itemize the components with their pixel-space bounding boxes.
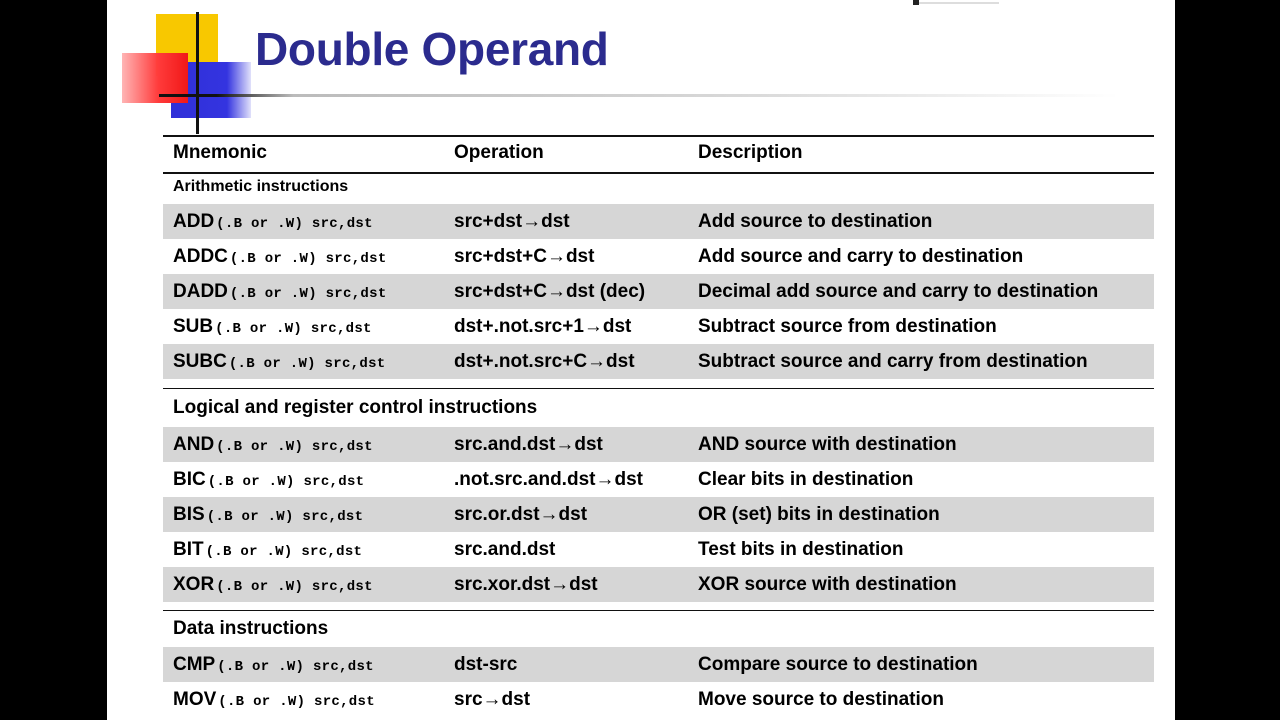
header-operation: Operation — [454, 142, 544, 163]
table-row — [163, 567, 1154, 602]
mnemonic: BIT — [173, 539, 204, 560]
mnemonic-cell — [173, 497, 363, 535]
description-cell: Subtract source and carry from destination — [698, 351, 1088, 372]
description-cell: OR (set) bits in destination — [698, 504, 940, 525]
mnemonic: ADDC — [173, 246, 228, 267]
mnemonic: MOV — [173, 689, 217, 710]
mnemonic: BIC — [173, 469, 206, 490]
table-row — [163, 274, 1154, 309]
mnemonic: CMP — [173, 654, 216, 675]
section-label: Arithmetic instructions — [173, 178, 349, 195]
top-edge-line — [919, 2, 999, 4]
mnemonic-cell — [173, 344, 385, 382]
table-row — [163, 204, 1154, 239]
operation-cell: dst-src — [454, 654, 518, 675]
description-cell: XOR source with destination — [698, 574, 957, 595]
description-cell: Compare source to destination — [698, 654, 978, 675]
operation-cell: src+dst→dst — [454, 211, 570, 232]
mnemonic: ADD — [173, 211, 215, 232]
operation-cell: src→dst — [454, 689, 531, 710]
section-label: Data instructions — [173, 618, 329, 639]
mnemonic-suffix: (.B or .W) src,dst — [228, 356, 386, 372]
operation-cell: src+dst+C→dst — [454, 246, 595, 267]
table-row — [163, 532, 1154, 567]
slide — [107, 0, 1175, 720]
table-top-rule — [163, 135, 1154, 137]
table-row — [163, 647, 1154, 682]
mnemonic-suffix: (.B or .W) src,dst — [218, 694, 375, 710]
mnemonic: DADD — [173, 281, 228, 302]
operation-cell: dst+.not.src+C→dst — [454, 351, 635, 372]
mnemonic-cell — [173, 462, 364, 500]
description-cell: Clear bits in destination — [698, 469, 914, 490]
description-cell: Decimal add source and carry to destination — [698, 281, 1099, 302]
table-row — [163, 427, 1154, 462]
description-cell: Test bits in destination — [698, 539, 904, 560]
operation-cell: src+dst+C→dst (dec) — [454, 281, 646, 302]
mnemonic: AND — [173, 434, 215, 455]
operation-cell: src.xor.dst→dst — [454, 574, 598, 595]
header-mnemonic: Mnemonic — [173, 142, 267, 163]
section-divider — [163, 388, 1154, 389]
table-row — [163, 462, 1154, 497]
mnemonic-suffix: (.B or .W) src,dst — [206, 509, 364, 525]
header-bottom-rule — [163, 172, 1154, 174]
mnemonic-cell — [173, 682, 375, 720]
table-row — [163, 309, 1154, 344]
mnemonic: SUBC — [173, 351, 227, 372]
operation-cell: src.and.dst — [454, 539, 556, 560]
mnemonic: XOR — [173, 574, 215, 595]
operation-cell: src.and.dst→dst — [454, 434, 603, 455]
description-cell: Subtract source from destination — [698, 316, 997, 337]
operation-cell: .not.src.and.dst→dst — [454, 469, 643, 490]
mnemonic-suffix: (.B or .W) src,dst — [229, 286, 387, 302]
section-label: Logical and register control instructions — [173, 397, 538, 418]
logo-vertical-line — [196, 12, 199, 134]
mnemonic-suffix: (.B or .W) src,dst — [229, 251, 387, 267]
table-row — [163, 344, 1154, 379]
mnemonic-cell — [173, 204, 373, 242]
mnemonic-suffix: (.B or .W) src,dst — [207, 474, 365, 490]
table-row — [163, 682, 1154, 717]
header-description: Description — [698, 142, 803, 163]
mnemonic-suffix: (.B or .W) src,dst — [215, 321, 372, 337]
description-cell: Move source to destination — [698, 689, 944, 710]
section-divider — [163, 610, 1154, 611]
mnemonic: SUB — [173, 316, 214, 337]
slide-title: Double Operand — [255, 23, 609, 75]
title-underline — [159, 94, 1119, 97]
table-row — [163, 239, 1154, 274]
mnemonic-cell — [173, 274, 387, 312]
mnemonic-cell — [173, 427, 373, 465]
mnemonic-suffix: (.B or .W) src,dst — [217, 659, 374, 675]
mnemonic-suffix: (.B or .W) src,dst — [216, 216, 373, 232]
mnemonic-cell — [173, 567, 373, 605]
description-cell: AND source with destination — [698, 434, 957, 455]
mnemonic-suffix: (.B or .W) src,dst — [216, 439, 373, 455]
mnemonic: BIS — [173, 504, 205, 525]
table-row — [163, 497, 1154, 532]
mnemonic-cell — [173, 647, 374, 685]
mnemonic-cell — [173, 239, 387, 277]
description-cell: Add source to destination — [698, 211, 933, 232]
operation-cell: dst+.not.src+1→dst — [454, 316, 632, 337]
mnemonic-suffix: (.B or .W) src,dst — [216, 579, 373, 595]
mnemonic-cell — [173, 532, 362, 570]
mnemonic-cell — [173, 309, 372, 347]
operation-cell: src.or.dst→dst — [454, 504, 588, 525]
description-cell: Add source and carry to destination — [698, 246, 1024, 267]
mnemonic-suffix: (.B or .W) src,dst — [205, 544, 363, 560]
